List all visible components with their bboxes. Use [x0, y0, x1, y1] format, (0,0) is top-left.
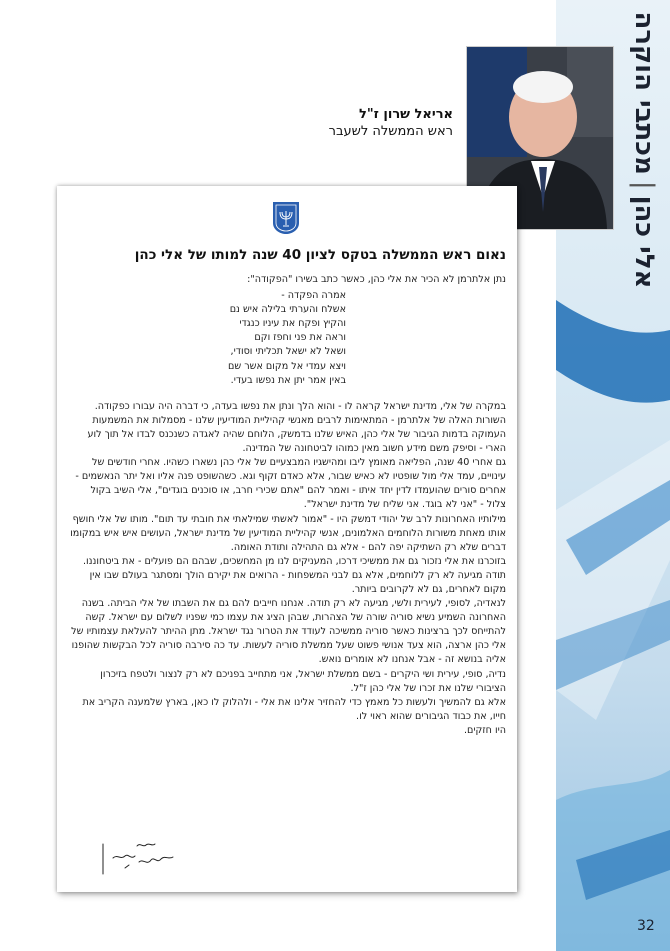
author-name: אריאל שרון ז"ל [359, 107, 453, 122]
poem-line: ויצא עמדי אל מקום אשר שם [228, 360, 346, 372]
section-title [620, 11, 668, 289]
letter-paragraph: תודה מגיעה לא רק ללוחמים, אלא גם לבני המשפחות - הרואים את יקירם הולך ומסתגר בעולם שבו אין מקום לאחרים, גם לא לקרובים ביותר. [89, 569, 506, 595]
poem [70, 289, 346, 388]
section-heading: מכתבי הוקרה [629, 11, 659, 175]
poem-line: ושאל לא ישאל תכליתי וסודי, [230, 346, 346, 358]
poem-line: אמרה הפקדה - [281, 290, 346, 302]
section-divider: | [629, 180, 659, 190]
letter-headline: נאום ראש הממשלה בטקס לציון 40 שנה למותו של אלי כהן [134, 247, 506, 263]
page-number: 32 [637, 918, 655, 934]
poem-line: באין אמר יתן את נפשו בעדי. [230, 374, 346, 386]
poem-line: וראה את פני וחפז וקם [254, 332, 346, 344]
letter-paragraph: מילותיו האחרונות לרב של יהודי דמשק היו - "אמור לאשתי שמילאתי את חובתי עד תום". מותו של אלי חושף אותו מאחת משורות הלוחמים האלמונים, אנשי קהיליית המודיעין של מדינת ישראל, העושים איש איש במקומו דברים שלא רק השתיקה יפה להם - אלא גם התהילה ותודת האומה. [70, 513, 506, 553]
section-name: אלי כהן [629, 195, 659, 289]
state-emblem-icon [271, 201, 301, 235]
letter-body [70, 273, 506, 738]
author-role: ראש הממשלה לשעבר [328, 124, 453, 139]
letter-paragraph: במקרה של אלי, מדינת ישראל קראה לו - והוא הלך ונתן את נפשו בעדה, כי דברה היה עבורו כפקודה. [94, 400, 506, 412]
letter-paragraph: לנאדיה, לסופי, לעירית ולשי, מגיעה לא רק תודה. אנחנו חייבים להם גם את השבתו של אלי הביתה. בשנה האחרונה השמיע נשיא סוריה שורה של הצהרות, שבהן הציג את עצמו כמי שפניו לשלום עם ישראל. קשה להתייחס לכך ברצינות כאשר סוריה ממשיכה לעודד את הטרור נגד ישראל. מתן ההיתר להעלאת עצמותיו של אלי כהן ארצה, הוא צעד אנושי פשוט שעל ממשלת סוריה לעשות. עד כה סירבה סוריה לכל הבקשות שהופנו אליה בנושא זה - אבל אנחנו לא אומרים נואש. [71, 598, 506, 666]
letter-paragraph: אלא גם להמשיך ולעשות כל מאמץ כדי להחזיר אלינו את אלי - ולהלוק לו כאן, בארץ שלמענה הקריב את חייו, את כבוד הגיבורים שהוא ראוי לו. [82, 696, 506, 722]
poem-line: אשלח והערתי בלילה איש נם [229, 304, 346, 316]
letter-paragraph: השורות האלה של אלתרמן - המתאימות לרבים מאנשי קהיליית המודיעין שלנו - מסמלות את המשמעות העמוקה בדמות הגיבור של אלי כהן, האיש שלנו בדמשק, הלוחם שהיה לאגדה כשנכנס לבדו אל תוך לוע הארי - וסיפק משם מידע חשוב מאין כמוהו לביטחונה של המדינה. [87, 414, 506, 455]
letter-intro: נתן אלתרמן לא הכיר את אלי כהן, כאשר כתב בשירו "הפקודה": [247, 274, 506, 285]
letter-paragraph: בזוכרנו את אלי נזכור גם את ממשיכי דרכו, המעניקים לנו מן המחשכים, שבהם הם פועלים - את ביטחוננו. [82, 555, 506, 567]
handwritten-signature [95, 838, 185, 878]
author-block [329, 106, 453, 140]
poem-line: והקיץ ופקח את עיניו כנגדי [239, 318, 346, 330]
letter-paragraph: נדיה, סופי, עירית ושי היקרים - בשם ממשלת ישראל, אני מתחייב בפניכם לא רק לנצור ולטפח בזיכרון הציבורי שלנו את זכרו של אלי כהן ז"ל. [100, 668, 506, 694]
letter-paragraph: היו חזקים. [463, 724, 506, 736]
letter-paragraph: גם אחרי 40 שנה, הפליאה מאומץ ליבו ומהישגיו המבצעיים של אלי כהן נשארו כשהיו. אחרי חודשים של עינויים, עמד אלי מול שופטיו לא כאיש שבור, אלא כאדם זקוף וגא. כשהשופט פנה אליו ואל יתר הנאשמים - אחרים סורים שהועמדו לדין יחד איתו - ואמר להם "אתם שכירי חרב, או סוכנים בוגדים", אלי השיב בקול צלול - "אני לא בוגד. אני שליח של מדינת ישראל". [75, 457, 506, 511]
